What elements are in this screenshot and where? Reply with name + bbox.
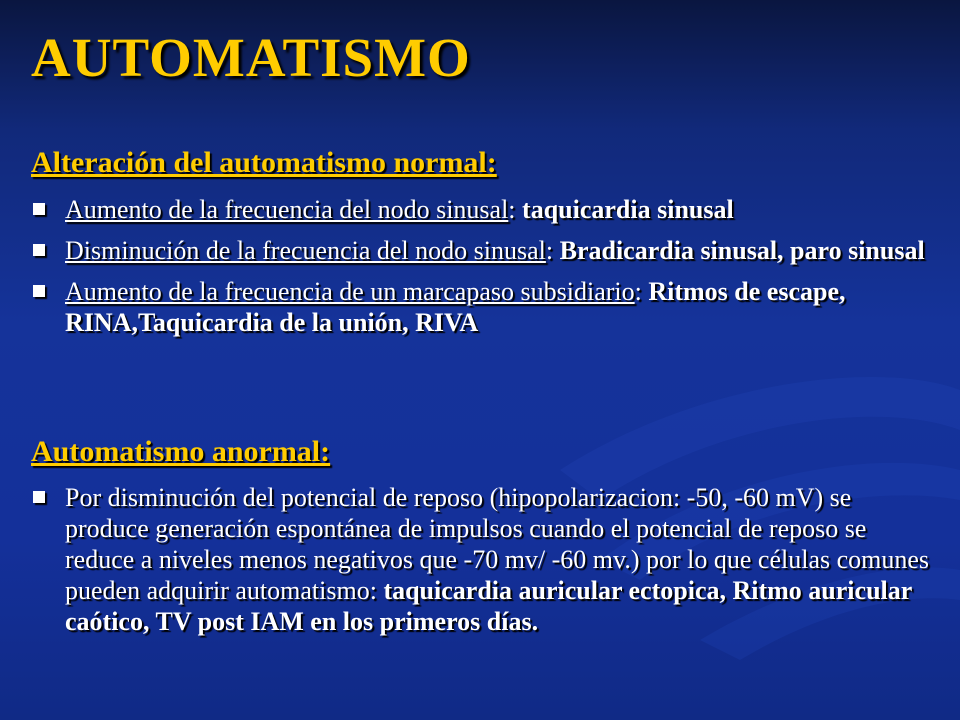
list-item <box>31 482 936 637</box>
square-bullet-icon <box>33 491 45 503</box>
bullet-list-normal <box>31 194 936 338</box>
bullet-bold: Ritmos de escape, RINA,Taquicardia de la unión, RIVA <box>65 277 846 337</box>
list-item <box>31 235 936 266</box>
list-item <box>31 276 936 338</box>
bullet-list-abnormal <box>31 482 936 637</box>
bullet-lead: Aumento de la frecuencia del nodo sinusal <box>65 195 509 224</box>
section-heading-abnormal: Automatismo anormal: <box>31 435 331 468</box>
square-bullet-icon <box>33 285 45 297</box>
square-bullet-icon <box>33 203 45 215</box>
bullet-bold: Bradicardia sinusal, paro sinusal <box>559 236 925 265</box>
bullet-text: Por disminución del potencial de reposo (hipopolarizacion: -50, -60 mV) se produce generación espontánea de impulsos cuando el potencial de reposo se reduce a niveles menos negativos que -70 mv/ -60 mv.) por lo que células comunes pueden adquirir automatismo: <box>65 483 930 605</box>
bullet-separator: : <box>634 277 649 306</box>
bullet-separator: : <box>545 236 560 265</box>
section-heading-normal: Alteración del automatismo normal: <box>31 146 497 179</box>
slide-title: AUTOMATISMO <box>31 27 471 88</box>
bullet-lead: Disminución de la frecuencia del nodo sinusal <box>65 236 546 265</box>
bullet-separator: : <box>508 195 523 224</box>
bullet-bold: taquicardia auricular ectopica, Ritmo auricular caótico, TV post IAM en los primeros días. <box>65 576 912 636</box>
bullet-lead: Aumento de la frecuencia de un marcapaso subsidiario <box>65 277 635 306</box>
bullet-bold: taquicardia sinusal <box>522 195 734 224</box>
square-bullet-icon <box>33 244 45 256</box>
list-item <box>31 194 936 225</box>
